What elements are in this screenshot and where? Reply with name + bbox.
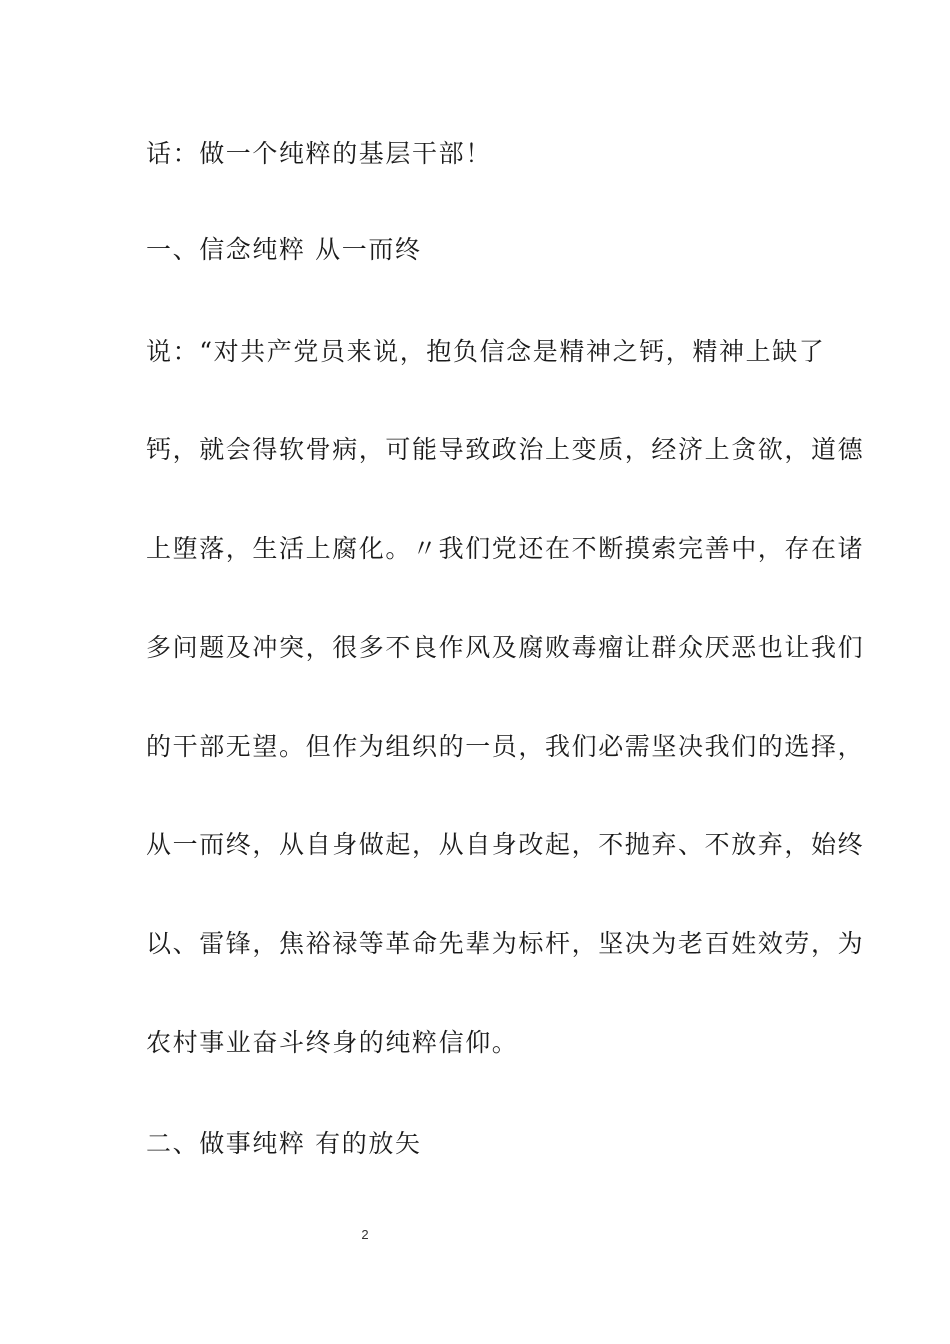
paragraph-line-4: 多问题及冲突，很多不良作风及腐败毒瘤让群众厌恶也让我们 xyxy=(146,633,865,662)
paragraph-line-1: 说：“对共产党员来说，抱负信念是精神之钙，精神上缺了 xyxy=(146,337,826,366)
paragraph-line-5: 的干部无望。但作为组织的一员，我们必需坚决我们的选择， xyxy=(146,732,865,761)
section-heading-1: 一、信念纯粹 从一而终 xyxy=(146,235,422,264)
paragraph-line-6: 从一而终，从自身做起，从自身改起，不抛弃、不放弃，始终 xyxy=(146,830,865,859)
text-line-closing-remark: 话：做一个纯粹的基层干部！ xyxy=(146,139,492,168)
paragraph-line-7: 以、雷锋，焦裕禄等革命先辈为标杆，坚决为老百姓效劳，为 xyxy=(146,929,865,958)
section-heading-2: 二、做事纯粹 有的放矢 xyxy=(146,1129,422,1158)
paragraph-line-8: 农村事业奋斗终身的纯粹信仰。 xyxy=(146,1028,519,1057)
page-number: 2 xyxy=(361,1227,369,1242)
paragraph-line-2: 钙，就会得软骨病，可能导致政治上变质，经济上贪欲，道德 xyxy=(146,435,865,464)
paragraph-line-3: 上堕落，生活上腐化。〃我们党还在不断摸索完善中，存在诸 xyxy=(146,534,865,563)
